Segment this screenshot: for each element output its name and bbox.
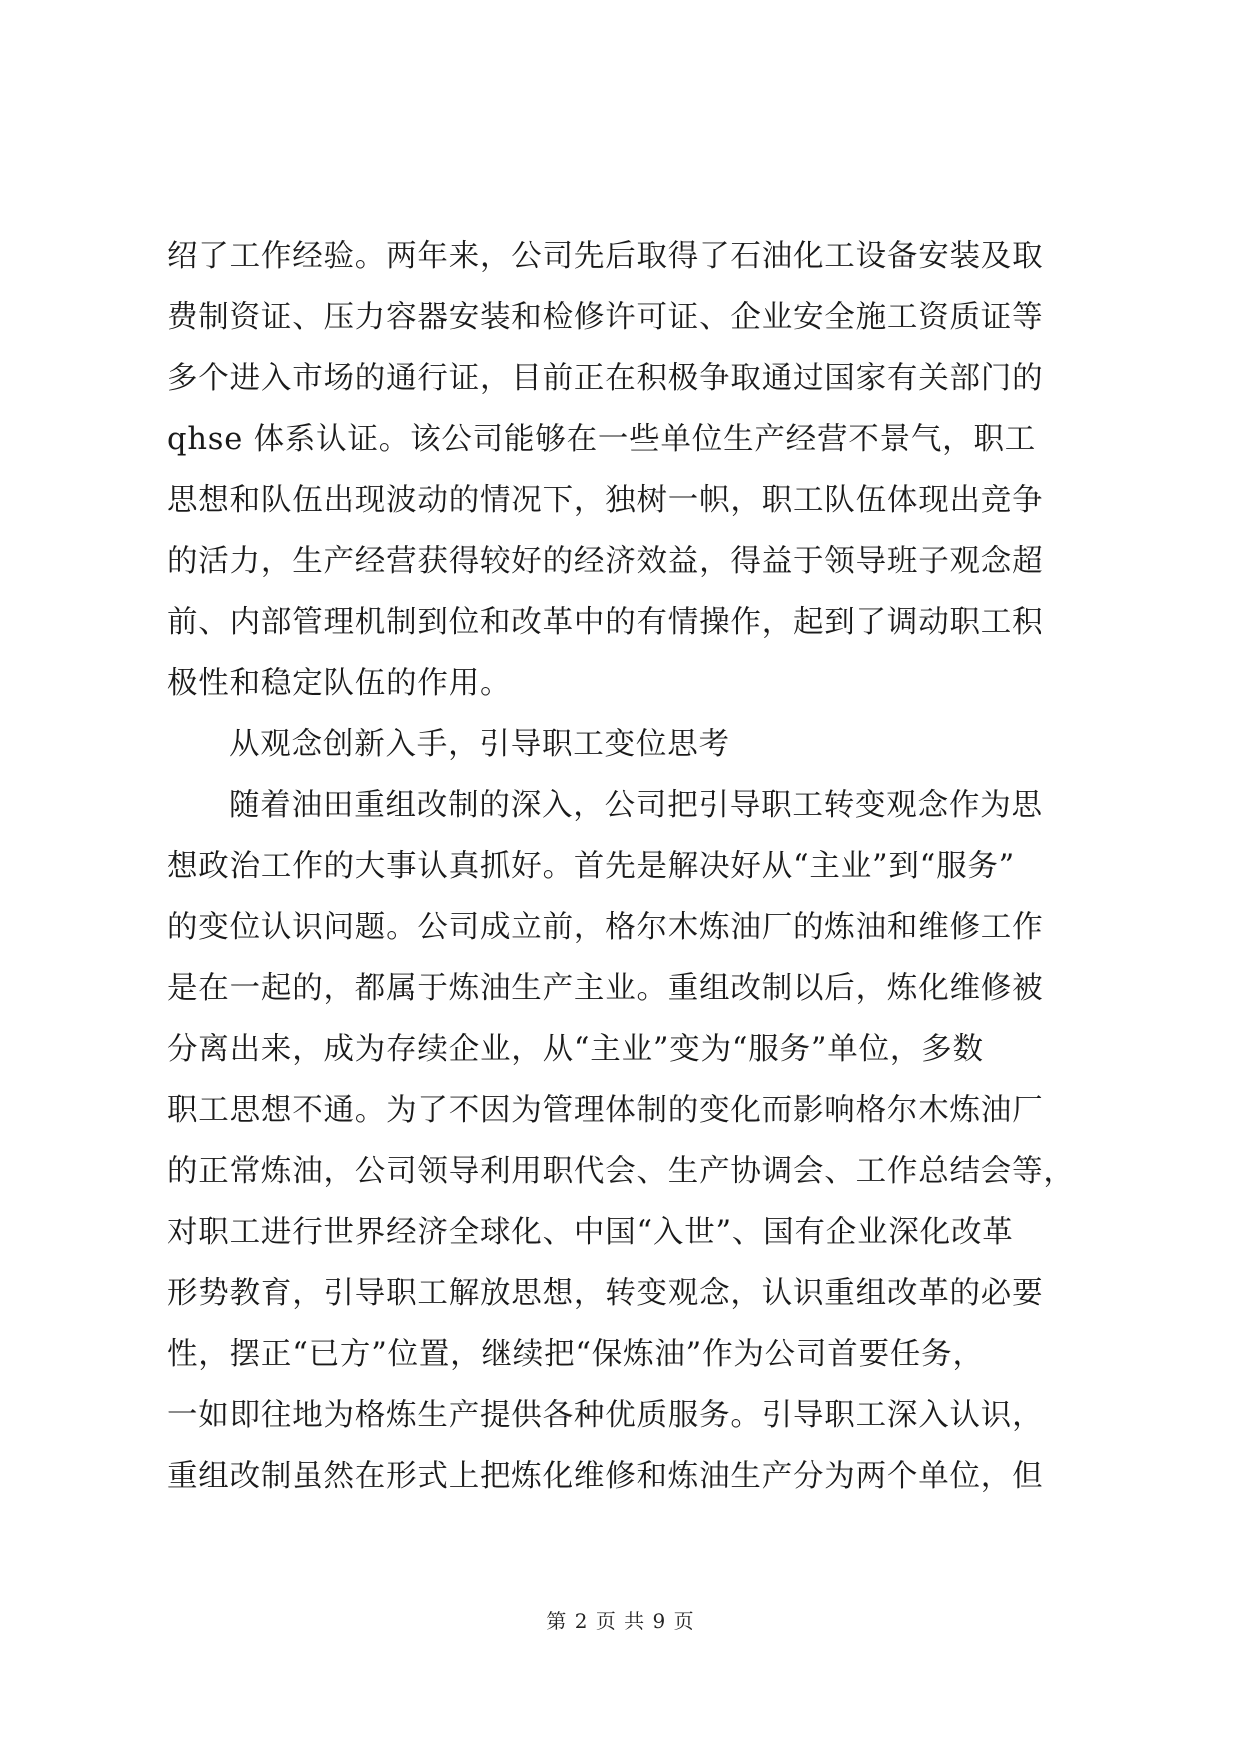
text-line: 职工思想不通。为了不因为管理体制的变化而影响格尔木炼油厂: [167, 1093, 1044, 1128]
text-line: 多个进入市场的通行证，目前正在积极争取通过国家有关部门的: [167, 361, 1044, 396]
text-line: 一如即往地为格炼生产提供各种优质服务。引导职工深入认识，: [167, 1398, 1044, 1433]
text-line: 的正常炼油，公司领导利用职代会、生产协调会、工作总结会等，: [167, 1154, 1075, 1189]
text-line: 的变位认识问题。公司成立前，格尔木炼油厂的炼油和维修工作: [167, 910, 1044, 945]
text-line: 性，摆正“已方”位置，继续把“保炼油”作为公司首要任务，: [167, 1337, 984, 1372]
text-line: 想政治工作的大事认真抓好。首先是解决好从“主业”到“服务”: [167, 849, 1016, 884]
text-line: qhse 体系认证。该公司能够在一些单位生产经营不景气，职工: [167, 422, 1037, 457]
text-line: 分离出来，成为存续企业，从“主业”变为“服务”单位，多数: [167, 1032, 984, 1067]
text-line: 极性和稳定队伍的作用。: [167, 666, 512, 701]
text-line: 形势教育，引导职工解放思想，转变观念，认识重组改革的必要: [167, 1276, 1044, 1311]
text-line: 绍了工作经验。两年来，公司先后取得了石油化工设备安装及取: [167, 239, 1044, 274]
text-line: 是在一起的，都属于炼油生产主业。重组改制以后，炼化维修被: [167, 971, 1044, 1006]
body-text: [167, 226, 1075, 1507]
text-line: 对职工进行世界经济全球化、中国“入世”、国有企业深化改革: [167, 1215, 1014, 1250]
text-line: 前、内部管理机制到位和改革中的有情操作，起到了调动职工积: [167, 605, 1044, 640]
text-line: 费制资证、压力容器安装和检修许可证、企业安全施工资质证等: [167, 300, 1044, 335]
paragraph-first-line: 从观念创新入手，引导职工变位思考: [229, 727, 730, 762]
text-line: 思想和队伍出现波动的情况下，独树一帜，职工队伍体现出竞争: [167, 483, 1044, 518]
paragraph-first-line: 随着油田重组改制的深入，公司把引导职工转变观念作为思: [229, 788, 1043, 823]
page-number-footer: 第 2 页 共 9 页: [546, 1609, 695, 1633]
text-line: 的活力，生产经营获得较好的经济效益，得益于领导班子观念超: [167, 544, 1044, 579]
text-line: 重组改制虽然在形式上把炼化维修和炼油生产分为两个单位，但: [167, 1459, 1044, 1494]
